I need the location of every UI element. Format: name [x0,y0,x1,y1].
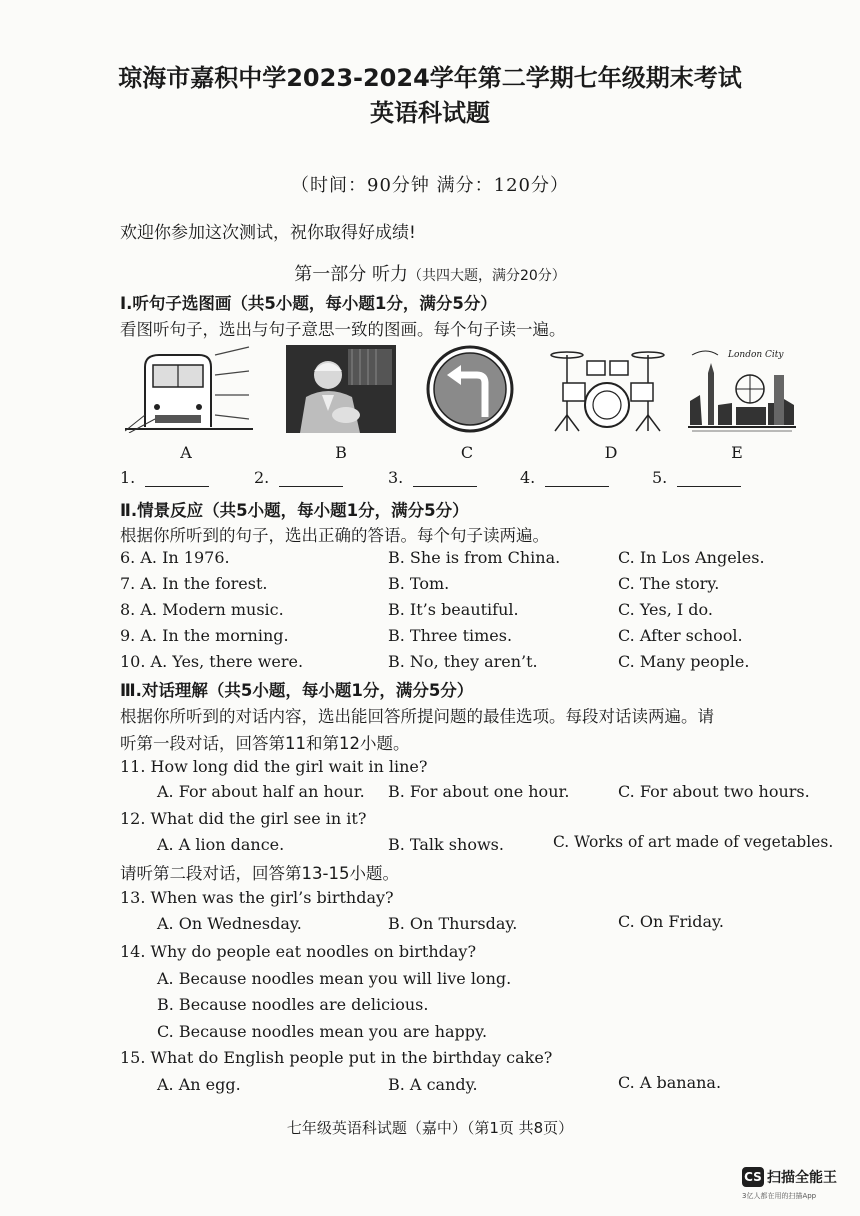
option-c: C. Many people. [618,652,750,671]
london-skyline-icon [688,345,796,433]
question-number: 10. [120,652,146,671]
question-number: 9. [120,626,136,645]
question-13 [120,888,394,907]
part1-heading-main: 第一部分 听力 [294,264,408,285]
picture-label-b: B [335,443,347,462]
time-info: （时间：90分钟 满分：120分） [291,175,569,196]
part1-heading-sub: （共四大题，满分20分） [407,268,566,284]
option-b: B. Tom. [388,574,450,593]
question-7-a [120,574,267,593]
question-text: When was the girl’s birthday? [150,888,394,907]
question-text: What do English people put in the birthday cake? [150,1048,553,1067]
section2-title: Ⅱ.情景反应（共5小题，每小题1分，满分5分） [120,501,469,520]
option-b: B. Three times. [388,626,513,645]
page-footer: 七年级英语科试题（嘉中）（第1页 共8页） [286,1119,574,1137]
scanner-app-name: 扫描全能王 [767,1169,837,1186]
option-b: B. Because noodles are delicious. [157,995,429,1014]
option-a: A. Because noodles mean you will live long. [157,969,512,988]
option-c: C. A banana. [618,1073,722,1092]
option-b: B. No, they aren’t. [388,652,538,671]
question-number: 8. [120,600,136,619]
question-15 [120,1048,552,1067]
option-c: C. After school. [618,626,743,645]
option-b: B. It’s beautiful. [388,600,519,619]
question-8-a [120,600,284,619]
question-10-a [120,652,303,671]
section3-instruction-line1: 根据你所听到的对话内容，选出能回答所提问题的最佳选项。每段对话读两遍。请 [120,707,714,726]
question-number: 11. [120,757,146,776]
option-b: B. She is from China. [388,548,561,567]
option-a: A. Modern music. [140,600,284,619]
question-number: 14. [120,942,146,961]
section1-instruction: 看图听句子，选出与句子意思一致的图画。每个句子读一遍。 [120,320,566,339]
section3-instruction-line2: 听第一段对话，回答第11和第12小题。 [120,734,410,753]
question-number: 12. [120,809,146,828]
option-a: A. On Wednesday. [157,914,302,933]
question-number: 6. [120,548,136,567]
question-number: 13. [120,888,146,907]
answer-blank-2[interactable] [254,468,343,487]
subway-train-icon [125,345,253,433]
welcome-text: 欢迎你参加这次测试，祝你取得好成绩! [120,223,416,243]
question-number: 15. [120,1048,146,1067]
question-text: What did the girl see in it? [150,809,367,828]
option-c: C. Works of art made of vegetables. [553,833,834,851]
answer-blank-3[interactable] [388,468,477,487]
picture-label-e: E [731,443,743,462]
answer-blank-5[interactable] [652,468,741,487]
option-a: A. For about half an hour. [157,782,365,801]
option-b: B. A candy. [388,1075,478,1094]
option-c: C. On Friday. [618,912,724,931]
scanner-watermark [742,1166,837,1200]
option-c: C. For about two hours. [618,782,810,801]
option-b: B. Talk shows. [388,835,504,854]
exam-subject-title: 英语科试题 [370,99,490,127]
question-6-a [120,548,230,567]
option-c: C. In Los Angeles. [618,548,765,567]
man-portrait-icon [286,345,396,433]
option-a: A. In the morning. [140,626,289,645]
option-b: B. On Thursday. [388,914,518,933]
question-number: 7. [120,574,136,593]
drum-set-icon [545,345,670,433]
answer-blank-1[interactable] [120,468,209,487]
option-a: A. In 1976. [140,548,230,567]
blank-number: 2. [254,468,270,487]
scanner-logo-icon: CS [742,1167,764,1187]
blank-number: 3. [388,468,404,487]
scanner-slogan: 3亿人都在用的扫描App [742,1192,817,1200]
blank-number: 4. [520,468,536,487]
picture-label-c: C [460,443,474,462]
question-text: Why do people eat noodles on birthday? [150,942,477,961]
option-a: A. In the forest. [140,574,268,593]
question-9-a [120,626,289,645]
question-11 [120,757,427,776]
question-text: How long did the girl wait in line? [150,757,428,776]
option-c: C. The story. [618,574,720,593]
section3-instruction2: 请听第二段对话，回答第13-15小题。 [120,864,399,883]
left-turn-sign-icon [425,345,515,433]
picture-label-a: A [180,443,192,462]
blank-number: 5. [652,468,668,487]
london-caption: London City [728,350,784,360]
option-a: A. A lion dance. [157,835,285,854]
option-c: C. Yes, I do. [618,600,713,619]
picture-label-d: D [604,443,618,462]
exam-title: 琼海市嘉积中学2023-2024学年第二学期七年级期末考试 [118,64,742,92]
option-b: B. For about one hour. [388,782,570,801]
option-c: C. Because noodles mean you are happy. [157,1022,488,1041]
question-14 [120,942,476,961]
blank-number: 1. [120,468,136,487]
section1-title: Ⅰ.听句子选图画（共5小题，每小题1分，满分5分） [120,294,497,313]
section3-title: Ⅲ.对话理解（共5小题，每小题1分，满分5分） [120,681,474,700]
section2-instruction: 根据你所听到的句子，选出正确的答语。每个句子读两遍。 [120,526,549,545]
answer-blank-4[interactable] [520,468,609,487]
question-12 [120,809,366,828]
option-a: A. An egg. [157,1075,241,1094]
option-a: A. Yes, there were. [150,652,304,671]
part1-heading [0,260,860,286]
